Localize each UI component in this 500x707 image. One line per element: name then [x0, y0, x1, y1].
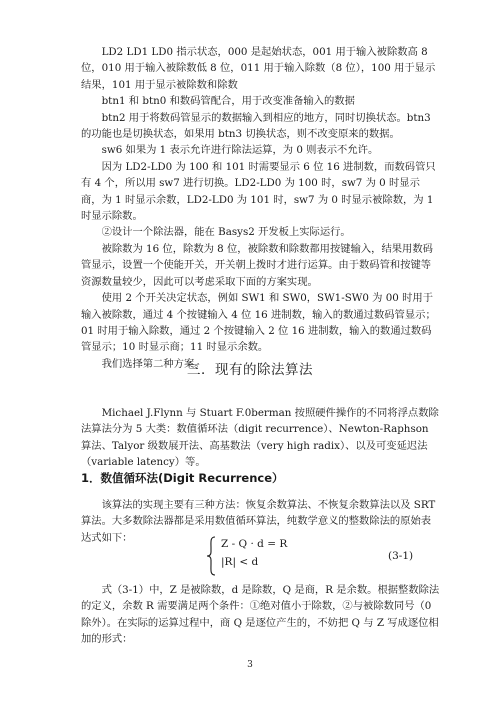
- intro-block: [81, 405, 440, 471]
- paragraph-sw6: sw6 如果为 1 表示允许进行除法运算，为 0 则表示不允许。: [101, 144, 379, 157]
- equation-number: (3-1): [388, 550, 414, 562]
- left-brace-icon: [205, 536, 217, 576]
- paragraph-after-formula: 式（3-1）中，Z 是被除数，d 是除数，Q 是商，R 是余数。根据整数除法的定义，余数 R 需要满足两个条件：①绝对值小于除数，②与被除数同号（0 除外）。在实际的运算过程中，商 Q 是逐位产生的，不妨把 Q 与 Z 写成逐位相加的形式：: [81, 584, 440, 646]
- page-number: 3: [247, 660, 253, 670]
- subheading-digit-recurrence: 1．数值循环法(Digit Recurrence）: [81, 471, 284, 485]
- paragraph-sw7: 因为 LD2-LD0 为 100 和 101 时需要显示 6 位 16 进制数，而数码管只有 4 个，所以用 sw7 进行切换。LD2-LD0 为 100 时，sw7 为 0 时显示商，为 1 时显示余数，LD2-LD0 为 101 时，sw7 为 0 时显示被除数，为 1 时显示除数。: [81, 160, 436, 223]
- top-text-block: [81, 44, 440, 372]
- paragraph-dividend-divisor: 被除数为 16 位，除数为 8 位，被除数和除数都用按键输入，结果用数码管显示，设置一个使能开关，开关朝上拨时才进行运算。由于数码管和按键等资源数量较少，因此可以考虑采取下面的方案实现。: [81, 242, 433, 288]
- formula-explanation-block: [81, 582, 440, 648]
- formula-line-2: |R| < d: [221, 556, 259, 568]
- paragraph-intro: Michael J.Flynn 与 Stuart F.0berman 按照硬件操作的不同将浮点数除法算法分为 5 大类：数值循环法（digit recurrence）、Newton-Raphson 算法、Talyor 级数展开法、高基数法（very high radix）、以及可变延迟法（variable latency）等。: [81, 407, 439, 469]
- paragraph-choice: 我们选择第二种方案。: [101, 357, 205, 370]
- formula-3-1: [205, 536, 305, 576]
- paragraph-switch-states: 使用 2 个开关决定状态，例如 SW1 和 SW0，SW1-SW0 为 00 时用于输入被除数，通过 4 个按键输入 4 位 16 进制数，输入的数通过数码管显示；01 时用于输入除数，通过 2 个按键输入 2 位 16 进制数，输入的数通过数码管显示；10 时显示商；11 时显示余数。: [81, 292, 436, 354]
- paragraph-btn1-btn0: btn1 和 btn0 和数码管配合，用于改变准备输入的数据: [101, 95, 355, 108]
- section-title: 三．现有的除法算法: [187, 362, 313, 378]
- paragraph-design-two: ②设计一个除法器，能在 Basys2 开发板上实际运行。: [101, 226, 351, 239]
- paragraph-btn2-btn3: btn2 用于将数码管显示的数据输入到相应的地方，同时切换状态。btn3 的功能也是切换状态，如果用 btn3 切换状态，则不改变原来的数据。: [81, 111, 431, 141]
- formula-line-1: Z - Q · d = R: [221, 538, 288, 550]
- paragraph-led-states: LD2 LD1 LD0 指示状态，000 是起始状态，001 用于输入被除数高 8 位，010 用于输入被除数低 8 位，011 用于输入除数（8 位），100 用于显示结果，101 用于显示被除数和除数: [81, 46, 436, 91]
- paragraph-before-formula: 该算法的实现主要有三种方法：恢复余数算法、不恢复余数算法以及 SRT 算法。大多数除法器都是采用数值循环算法，纯数学意义的整数除法的原始表达式如下：: [81, 499, 436, 544]
